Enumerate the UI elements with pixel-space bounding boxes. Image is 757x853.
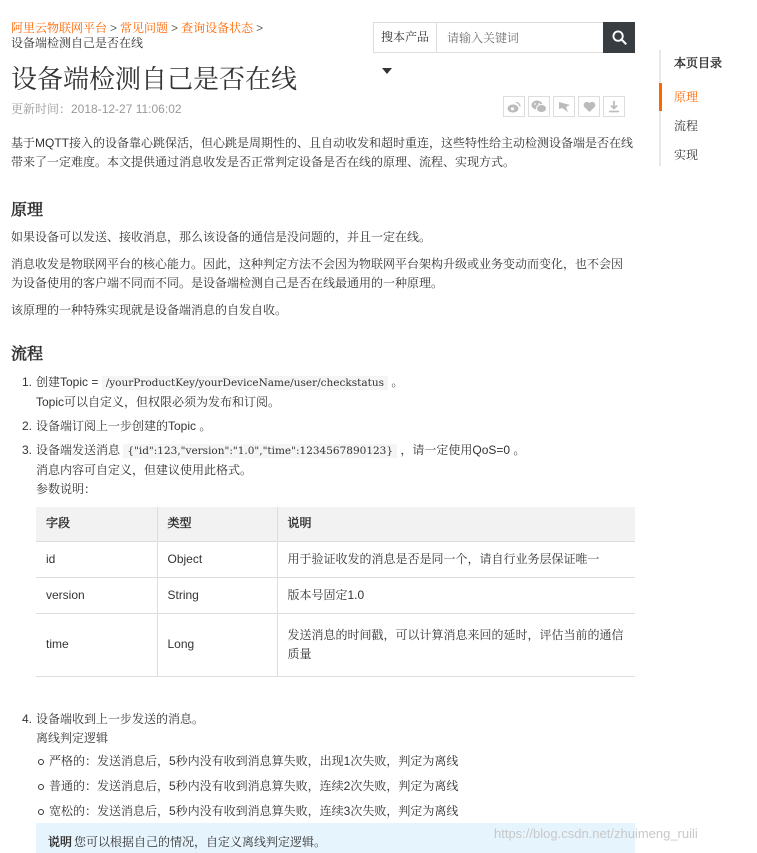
table-cell: 发送消息的时间戳，可以计算消息来回的延时，评估当前的通信质量 [277, 613, 635, 676]
table-of-contents [659, 50, 757, 166]
section-heading-process: 流程 [11, 346, 44, 363]
step-number: 3. [22, 443, 33, 457]
breadcrumb-link-faq[interactable]: 常见问题 [120, 21, 169, 35]
step-text: 创建Topic = [36, 375, 102, 389]
wechat-icon[interactable] [528, 96, 550, 117]
step-number: 2. [22, 419, 33, 433]
table-header-row [36, 507, 635, 541]
list-item: 宽松的：发送消息后，5秒内没有收到消息算失败，连续3次失败，判定为离线 [36, 801, 634, 821]
watermark-text: https://blog.csdn.net/zhuimeng_ruili [494, 826, 698, 841]
step-detail: 离线判定逻辑 [36, 730, 109, 745]
table-cell: time [36, 613, 157, 676]
table-cell: id [36, 541, 157, 577]
table-header: 类型 [157, 507, 277, 541]
table-cell: String [157, 577, 277, 613]
step-number: 1. [22, 375, 33, 389]
list-item: 普通的：发送消息后，5秒内没有收到消息算失败，连续2次失败，判定为离线 [36, 776, 634, 796]
table-cell: version [36, 577, 157, 613]
step-detail: Topic可以自定义，但权限必须为发布和订阅。 [36, 395, 281, 409]
table-cell: 版本号固定1.0 [277, 577, 635, 613]
toc-title: 本页目录 [674, 56, 723, 70]
message-code: {"id":123,"version":"1.0","time":1234567890123} [123, 444, 397, 458]
toc-item-process[interactable]: 流程 [674, 119, 699, 133]
table-row [36, 577, 635, 613]
table-row [36, 541, 635, 577]
step-text: ，请一定使用QoS=0 。 [397, 443, 526, 457]
step-item [11, 417, 634, 436]
step-detail: 参数说明： [36, 482, 97, 496]
table-row [36, 613, 635, 676]
article-body [11, 134, 634, 826]
step-text: 设备端收到上一步发送的消息。 [36, 711, 205, 726]
step-number: 4. [22, 711, 33, 726]
breadcrumb-separator: > [171, 21, 179, 35]
breadcrumb-link-device-status[interactable]: 查询设备状态 [181, 21, 254, 35]
search-input[interactable] [437, 23, 603, 52]
search-button[interactable] [603, 22, 635, 53]
download-icon[interactable] [603, 96, 625, 117]
share-toolbar [503, 96, 625, 117]
toc-item-principle[interactable]: 原理 [661, 83, 757, 112]
principle-paragraph: 消息收发是物联网平台的核心能力。因此，这种判定方法不会因为物联网平台架构升级或业务变动而变化，也不会因为设备使用的客户端不同而不同。是设备端检测自己是否在线最通用的一种原理。 [11, 257, 624, 290]
page-title: 设备端检测自己是否在线 [11, 64, 298, 94]
principle-paragraph: 如果设备可以发送、接收消息，那么该设备的通信是没问题的，并且一定在线。 [11, 230, 432, 244]
breadcrumb-current: 设备端检测自己是否在线 [11, 36, 144, 50]
topic-code: /yourProductKey/yourDeviceName/user/checkstatus [102, 376, 388, 390]
title-dropdown-icon[interactable] [382, 68, 392, 74]
section-heading-principle: 原理 [11, 202, 44, 219]
param-table [36, 507, 635, 677]
step-detail: 消息内容可自定义，但建议使用此格式。 [36, 463, 253, 477]
heart-icon[interactable] [578, 96, 600, 117]
offline-rules-list [36, 751, 634, 821]
search-scope-label[interactable]: 搜本产品 [374, 23, 437, 52]
step-text: 设备端发送消息 [36, 443, 124, 457]
table-header: 字段 [36, 507, 157, 541]
table-cell: Object [157, 541, 277, 577]
search-bar [373, 22, 635, 53]
breadcrumb-separator: > [256, 21, 264, 35]
table-header: 说明 [277, 507, 635, 541]
principle-paragraph: 该原理的一种特殊实现就是设备端消息的自发自收。 [11, 303, 288, 317]
weibo-icon[interactable] [503, 96, 525, 117]
step-text: 设备端订阅上一步创建的Topic 。 [36, 419, 212, 433]
step-item [11, 710, 634, 821]
breadcrumb [11, 21, 361, 51]
breadcrumb-link-iot-platform[interactable]: 阿里云物联网平台 [11, 21, 108, 35]
dingtalk-icon[interactable] [553, 96, 575, 117]
step-text: 。 [387, 375, 404, 389]
note-text: 您可以根据自己的情况，自定义离线判定逻辑。 [74, 835, 327, 849]
process-steps [11, 373, 634, 821]
note-label: 说明 [48, 835, 73, 849]
intro-paragraph: 基于MQTT接入的设备靠心跳保活，但心跳是周期性的、且自动收发和超时重连，这些特性给主动检测设备端是否在线带来了一定难度。本文提供通过消息收发是否正常判定设备是否在线的原理、流程、实现方式。 [11, 136, 633, 169]
table-cell: Long [157, 613, 277, 676]
toc-item-implementation[interactable]: 实现 [674, 148, 699, 162]
table-cell: 用于验证收发的消息是否是同一个，请自行业务层保证唯一 [277, 541, 635, 577]
step-item [11, 373, 634, 412]
updated-time: 更新时间：2018-12-27 11:06:02 [11, 102, 182, 116]
step-item [11, 441, 634, 677]
list-item: 严格的：发送消息后，5秒内没有收到消息算失败，出现1次失败，判定为离线 [36, 751, 634, 771]
breadcrumb-separator: > [110, 21, 118, 35]
search-icon [612, 30, 627, 45]
